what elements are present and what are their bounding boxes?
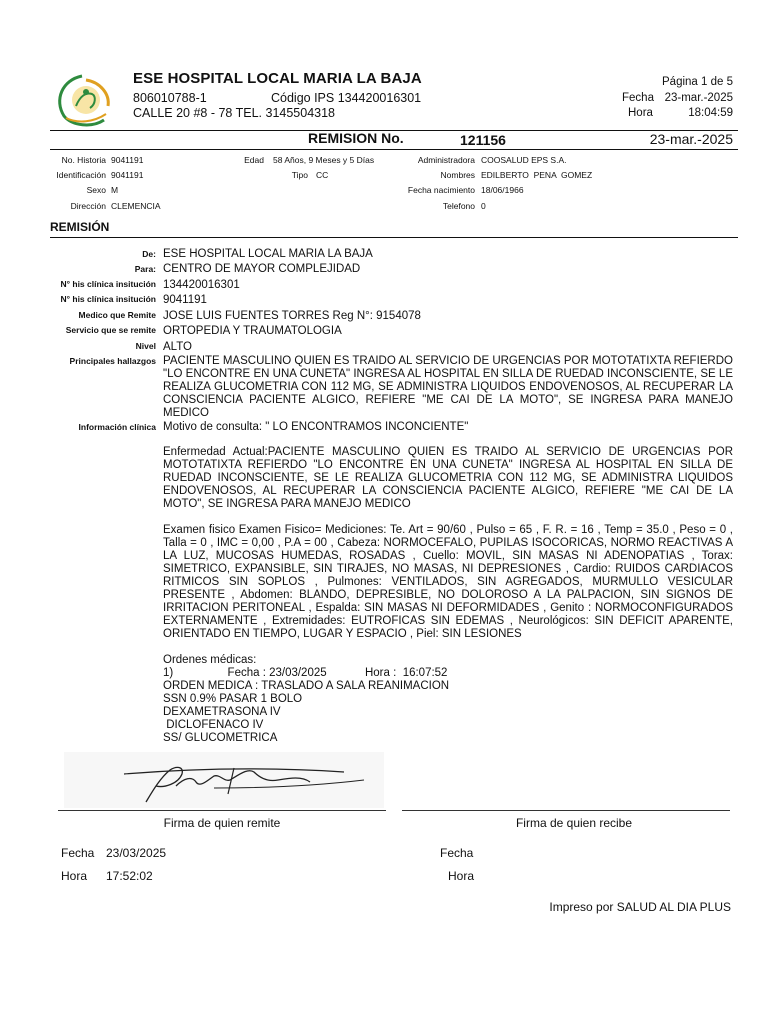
tipo-label: Tipo [291,170,308,180]
signature-line-recibe [402,810,730,811]
medico-value: JOSE LUIS FUENTES TORRES Reg N°: 9154078 [163,310,421,322]
hospital-logo [52,70,116,130]
direccion-value: CLEMENCIA [111,201,161,211]
examen-fisico: Examen fisico Examen Fisico= Mediciones: Te. Art = 90/60 , Pulso = 65 , F. R. = 16 , Temp = 35.0 , Peso = 0 , Talla = 0 , IMC = 0,00 , P.A = 00 , Cabeza: NORMOCEFALO, PUPILAS ISOCORICAS, NORMO REACTIVAS A LA LUZ, MUCOSAS HUMEDAS, ROSADAS , Cuello: MOVIL, SIN MASAS NI ADENOPATIAS , Torax: SIMETRICO, EXPANSIBLE, SIN TIRAJES, NO MASAS, NI DEPRESIONES , Cardio: RUIDOS CARDIACOS RITMICOS SIN SOPLOS , Pulmones: VENTILADOS, SIN AGREGADOS, MURMULLO VESICULAR PRESENTE , Abdomen: BLANDO, DEPRESIBLE, NO DOLOROSO A LA PALPACION, SIN SIGNOS DE IRRITACION PERITONEAL , Espalda: SIN MASAS NI DEFORMIDADES , Genito : NORMOCONFIGURADOS EXTERNAMENTE , Extremidades: EUTROFICAS SIN EDEMAS , Neurológicos: SIN DEFICIT APARENTE, ORIENTADO EN TIEMPO, LUGAR Y ESPACIO , Piel: SIN LESIONES [163,524,733,640]
no-historia-label: No. Historia [61,155,106,165]
signature-line-remite [58,810,386,811]
hospital-address: CALLE 20 #8 - 78 TEL. 3145504318 [133,106,336,120]
enfermedad-actual: Enfermedad Actual:PACIENTE MASCULINO QUIEN ES TRAIDO AL SERVICIO DE URGENCIAS POR MOTOTATIXTA REFIERDO "LO ENCONTRE EN UNA CUNETA" INGRESA AL HOSPITAL EN SILLA DE RUEDAD INCONSCIENTE, SE LE REALIZA GLUCOMETRIA CON 112 MG, SE ADMINISTRA LIQUIDOS ENDOVENOSOS, AL RECUPERAR LA CONSCIENCIA PACIENTE ALGICO, REFIERE "ME CAI DE LA MOTO", SE INGRESA PARA MANEJO MEDICO [163,446,733,510]
ips-code: Código IPS 134420016301 [271,91,422,105]
nivel-label: Nivel [135,341,156,351]
ordenes-title: Ordenes médicas: [163,654,257,666]
servicio-label: Servicio que se remite [65,325,156,335]
impreso-por: Impreso por SALUD AL DIA PLUS [549,900,731,914]
his-clinica-2-value: 9041191 [163,294,207,306]
para-value: CENTRO DE MAYOR COMPLEJIDAD [163,263,361,275]
print-date-label: Fecha [622,92,654,104]
footer-hora-value: 17:52:02 [106,869,153,883]
info-clinica-label: Información clínica [78,422,156,432]
title-bar-bottom-rule [50,149,738,150]
identificacion-value: 9041191 [111,170,144,180]
orden-line: SS/ GLUCOMETRICA [163,732,278,744]
firma-recibe-label: Firma de quien recibe [515,816,633,830]
servicio-value: ORTOPEDIA Y TRAUMATOLOGIA [163,325,342,337]
hospital-nit: 806010788-1 [133,91,207,105]
de-label: De: [142,249,156,259]
print-date-value: 23-mar.-2025 [664,92,733,104]
motivo-consulta: Motivo de consulta: " LO ENCONTRAMOS INCONCIENTE" [163,421,469,433]
edad-value: 58 Años, 9 Meses y 5 Días [273,155,375,165]
section-rule [50,237,738,238]
footer-fecha-recibe-label: Fecha [440,846,474,860]
sexo-label: Sexo [86,185,106,195]
identificacion-label: Identificación [56,170,106,180]
de-value: ESE HOSPITAL LOCAL MARIA LA BAJA [163,248,373,260]
print-time-label: Hora [628,107,653,119]
fecha-nacimiento-label: Fecha nacimiento [407,185,475,195]
footer-hora-recibe-label: Hora [448,869,475,883]
administradora-value: COOSALUD EPS S.A. [481,155,567,165]
telefono-label: Telefono [442,201,475,211]
firma-remite-label: Firma de quien remite [163,816,281,830]
section-title: REMISIÓN [50,220,110,234]
hallazgos-label: Principales hallazgos [69,356,156,366]
orden-line: DEXAMETRASONA IV [163,706,281,718]
hallazgos-text: PACIENTE MASCULINO QUIEN ES TRAIDO AL SERVICIO DE URGENCIAS POR MOTOTATIXTA REFIERDO "LO ENCONTRE EN UNA CUNETA" INGRESA AL HOSPITAL EN SILLA DE RUEDAD INCONSCIENTE, SE LE REALIZA GLUCOMETRIA CON 112 MG, SE ADMINISTRA LIQUIDOS ENDOVENOSOS, AL RECUPERAR LA CONSCIENCIA PACIENTE ALGICO, REFIERE "ME CAI DE LA MOTO", SE INGRESA PARA MANEJO MEDICO [163,355,733,419]
signature-image [64,752,384,808]
his-clinica-2-label: N° his clínica insitución [60,294,156,304]
edad-label: Edad [244,155,264,165]
page-number: Página 1 de 5 [662,76,733,88]
orden-line-1: 1) Fecha : 23/03/2025 Hora : 16:07:52 [163,667,448,679]
no-historia-value: 9041191 [111,155,144,165]
orden-line: SSN 0.9% PASAR 1 BOLO [163,693,303,705]
fecha-nacimiento-value: 18/06/1966 [481,185,524,195]
telefono-value: 0 [481,201,486,211]
sexo-value: M [111,185,119,195]
nombres-value: EDILBERTO PENA GOMEZ [481,170,593,180]
remision-number: 121156 [460,132,506,148]
remision-date: 23-mar.-2025 [649,131,733,147]
orden-line: DICLOFENACO IV [163,719,264,731]
remision-label: REMISION No. [308,130,404,146]
administradora-label: Administradora [417,155,475,165]
para-label: Para: [134,264,156,274]
medico-label: Medico que Remite [78,310,156,320]
footer-fecha-value: 23/03/2025 [106,846,167,860]
hospital-name: ESE HOSPITAL LOCAL MARIA LA BAJA [133,70,422,87]
his-clinica-1-label: N° his clínica insitución [60,279,156,289]
nivel-value: ALTO [163,341,192,353]
print-time-value: 18:04:59 [688,107,733,119]
tipo-value: CC [316,170,329,180]
nombres-label: Nombres [440,170,475,180]
orden-line: ORDEN MEDICA : TRASLADO A SALA REANIMACION [163,680,450,692]
footer-hora-label: Hora [61,869,88,883]
direccion-label: Dirección [70,201,106,211]
his-clinica-1-value: 134420016301 [163,279,240,291]
footer-fecha-label: Fecha [61,846,95,860]
